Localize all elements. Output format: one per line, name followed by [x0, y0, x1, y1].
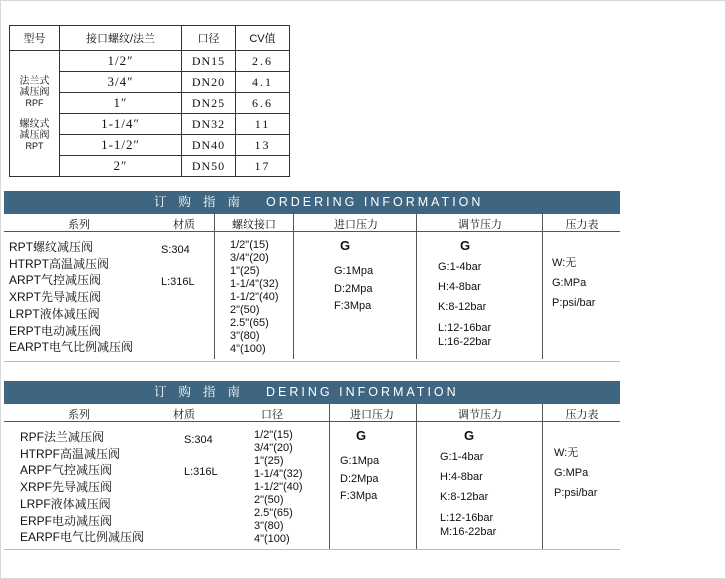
inlet-code-letter: G: [356, 428, 367, 443]
list-item: G:1Mpa: [334, 265, 374, 277]
list-item: M:16-22bar: [440, 526, 497, 538]
dn-cell: DN50: [182, 156, 236, 177]
list-item: L:12-16bar: [438, 322, 492, 334]
list-item: W:无: [554, 447, 579, 459]
list-item: 3/4"(20): [254, 442, 293, 454]
inlet-list: [340, 453, 379, 506]
header-material: 材质: [173, 409, 195, 421]
list-item: EARPF电气比例减压阀: [20, 530, 145, 545]
header-adjust-pressure: 调节压力: [458, 219, 502, 231]
inlet-code: [340, 238, 350, 253]
series-list: [9, 239, 133, 356]
list-item: F:3Mpa: [340, 490, 378, 502]
list-item: 2.5"(65): [230, 317, 269, 329]
list-item: F:3Mpa: [334, 300, 372, 312]
dn-cell: DN20: [182, 72, 236, 93]
ordering-header-row: [4, 214, 620, 232]
column-divider: [329, 404, 330, 549]
series-list: [20, 429, 144, 546]
inlet-code: [356, 428, 366, 443]
header-gauge: 压力表: [565, 409, 599, 421]
column-divider: [542, 404, 543, 549]
list-item: K:8-12bar: [438, 301, 487, 313]
list-item: 4"(100): [254, 533, 290, 545]
model-cell: [10, 51, 60, 177]
spec-table: [9, 25, 290, 177]
list-item: HTRPF高温减压阀: [20, 446, 120, 461]
header-port: 螺纹接口: [232, 219, 276, 231]
banner-title-en: DERING INFORMATION: [266, 385, 459, 399]
list-item: G:MPa: [554, 467, 589, 479]
header-series: 系列: [68, 219, 90, 231]
list-item: L:16-22bar: [438, 336, 492, 348]
header-model: 型号: [10, 26, 60, 51]
list-item: XRPT先导减压阀: [9, 290, 102, 305]
list-item: 1-1/4"(32): [230, 278, 279, 290]
list-item: HTRPT高温减压阀: [9, 256, 109, 271]
inlet-list: [334, 263, 373, 316]
port-list: [230, 239, 279, 356]
cv-cell: 4.1: [236, 72, 290, 93]
model-name-line: 法兰式: [19, 75, 50, 87]
list-item: G:1-4bar: [440, 451, 484, 463]
header-diameter: 口径: [182, 26, 236, 51]
list-item: 1/2"(15): [230, 239, 269, 251]
cv-cell: 6.6: [236, 93, 290, 114]
list-item: 3/4"(20): [230, 252, 269, 264]
list-item: S:304: [161, 244, 190, 256]
column-divider: [542, 214, 543, 359]
section-divider: [4, 361, 620, 362]
model-group-rpt: [10, 119, 59, 152]
cv-cell: 2.6: [236, 51, 290, 72]
list-item: ARPF气控减压阀: [20, 463, 113, 478]
header-cv: CV值: [236, 26, 290, 51]
cv-cell: 17: [236, 156, 290, 177]
list-item: H:4-8bar: [440, 471, 483, 483]
header-gauge: 压力表: [565, 219, 599, 231]
list-item: 1-1/4"(32): [254, 468, 303, 480]
model-group-rpf: [10, 76, 59, 109]
banner-title-en: ORDERING INFORMATION: [266, 195, 484, 209]
column-divider: [416, 214, 417, 359]
size-cell: 1-1/2″: [60, 135, 182, 156]
adjust-code: [464, 428, 474, 443]
list-item: LRPF液体减压阀: [20, 496, 111, 511]
ordering-banner: [4, 191, 620, 214]
banner-title-cn: 订购指南: [154, 195, 253, 209]
list-item: P:psi/bar: [552, 297, 596, 309]
material-list: [184, 434, 218, 478]
list-item: 2.5"(65): [254, 507, 293, 519]
list-item: LRPT液体减压阀: [9, 306, 100, 321]
material-list: [161, 244, 195, 288]
ordering-header-row: [4, 404, 620, 422]
list-item: ARPT气控减压阀: [9, 273, 102, 288]
dn-cell: DN40: [182, 135, 236, 156]
cv-cell: 13: [236, 135, 290, 156]
ordering-section-flanged: [4, 381, 620, 545]
header-material: 材质: [173, 219, 195, 231]
list-item: 1"(25): [254, 455, 284, 467]
size-cell: 1/2″: [60, 51, 182, 72]
dn-cell: DN15: [182, 51, 236, 72]
list-item: D:2Mpa: [334, 282, 373, 295]
list-item: 1-1/2"(40): [254, 481, 303, 493]
inlet-code-letter: G: [340, 238, 351, 253]
size-cell: 1-1/4″: [60, 114, 182, 135]
list-item: 3"(80): [254, 520, 284, 532]
adjust-code-letter: G: [464, 428, 475, 443]
model-name-line: 螺纹式: [19, 118, 50, 130]
model-code: RPT: [25, 140, 44, 151]
list-item: RPT螺纹减压阀: [9, 240, 94, 254]
model-name-line: 减压阀: [19, 129, 50, 141]
port-list: [254, 429, 303, 546]
model-name-line: 减压阀: [19, 86, 50, 98]
list-item: S:304: [184, 434, 213, 446]
ordering-section-threaded: [4, 191, 620, 355]
list-item: P:psi/bar: [554, 487, 598, 499]
size-cell: 1″: [60, 93, 182, 114]
list-item: G:1Mpa: [340, 455, 380, 467]
header-series: 系列: [68, 409, 90, 421]
list-item: G:1-4bar: [438, 261, 482, 273]
dn-cell: DN25: [182, 93, 236, 114]
list-item: 2"(50): [254, 494, 284, 506]
adjust-list: [438, 257, 491, 349]
list-item: XRPF先导减压阀: [20, 480, 113, 495]
adjust-code: [460, 238, 470, 253]
model-code: RPF: [25, 97, 44, 108]
banner-title-cn: 订购指南: [154, 385, 253, 399]
list-item: 1/2"(15): [254, 429, 293, 441]
adjust-list: [440, 447, 496, 539]
list-item: ERPF电动减压阀: [20, 513, 113, 528]
list-item: 2"(50): [230, 304, 260, 316]
list-item: 3"(80): [230, 330, 260, 342]
list-item: 1-1/2"(40): [230, 291, 279, 303]
list-item: L:316L: [184, 466, 218, 478]
spec-header-row: [10, 26, 290, 51]
column-divider: [293, 214, 294, 359]
ordering-banner: [4, 381, 620, 404]
list-item: RPF法兰减压阀: [20, 430, 105, 444]
size-cell: 3/4″: [60, 72, 182, 93]
list-item: L:12-16bar: [440, 512, 494, 524]
table-row: [10, 51, 290, 72]
header-inlet-pressure: 进口压力: [334, 219, 378, 231]
list-item: K:8-12bar: [440, 491, 489, 503]
adjust-code-letter: G: [460, 238, 471, 253]
size-cell: 2″: [60, 156, 182, 177]
header-connection: 接口螺纹/法兰: [60, 26, 182, 51]
list-item: ERPT电动减压阀: [9, 323, 102, 338]
column-divider: [416, 404, 417, 549]
list-item: 4"(100): [230, 343, 266, 355]
list-item: EARPT电气比例减压阀: [9, 340, 134, 355]
section-divider: [4, 549, 620, 550]
list-item: L:316L: [161, 276, 195, 288]
list-item: W:无: [552, 257, 577, 269]
dn-cell: DN32: [182, 114, 236, 135]
list-item: H:4-8bar: [438, 281, 481, 293]
header-inlet-pressure: 进口压力: [350, 409, 394, 421]
gauge-list: [554, 443, 597, 503]
list-item: 1"(25): [230, 265, 260, 277]
column-divider: [214, 214, 215, 359]
header-diameter: 口径: [261, 409, 283, 421]
list-item: G:MPa: [552, 277, 587, 289]
gauge-list: [552, 253, 595, 313]
header-adjust-pressure: 调节压力: [458, 409, 502, 421]
list-item: D:2Mpa: [340, 472, 379, 485]
cv-cell: 11: [236, 114, 290, 135]
